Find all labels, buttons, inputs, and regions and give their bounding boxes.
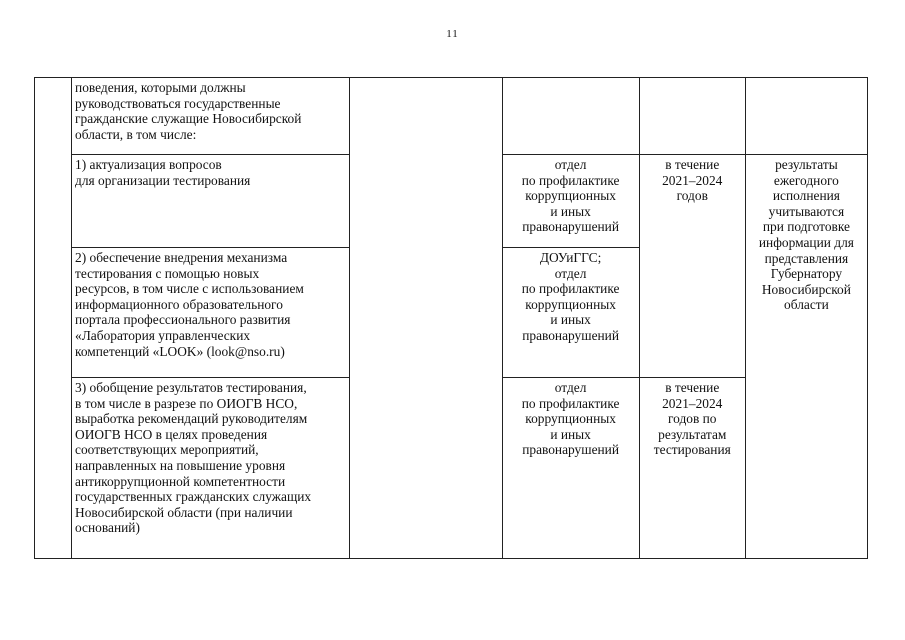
description-cell: 2) обеспечение внедрения механизма тестирования с помощью новых ресурсов, в том числе с использованием информационного образовательного портала профессионального развития «Лаборатория управленческих компетенций «LOOK» (look@nso.ru)	[72, 248, 350, 378]
description-cell: поведения, которыми должны руководствоваться государственные гражданские служащие Новосибирской области, в том числе:	[72, 78, 350, 155]
executor-cell: отдел по профилактике коррупционных и иных правонарушений	[502, 378, 639, 559]
result-cell: результаты ежегодного исполнения учитываются при подготовке информации для представления Губернатору Новосибирской области	[745, 155, 867, 559]
measures-table	[34, 77, 868, 559]
executor-cell	[502, 78, 639, 155]
period-cell: в течение 2021–2024 годов	[639, 155, 745, 378]
number-cell	[35, 78, 72, 559]
table-row	[35, 78, 868, 155]
description-cell: 3) обобщение результатов тестирования, в том числе в разрезе по ОИОГВ НСО, выработка рекомендаций руководителям ОИОГВ НСО в целях проведения соответствующих мероприятий, направленных на повышение уровня антикоррупционной компетентности государственных гражданских служащих Новосибирской области (при наличии оснований)	[72, 378, 350, 559]
result-cell	[745, 78, 867, 155]
period-cell: в течение 2021–2024 годов по результатам тестирования	[639, 378, 745, 559]
page-number: 11	[446, 28, 459, 40]
description-cell: 1) актуализация вопросов для организации тестирования	[72, 155, 350, 248]
empty-column-cell	[350, 78, 502, 559]
executor-cell: отдел по профилактике коррупционных и иных правонарушений	[502, 155, 639, 248]
period-cell	[639, 78, 745, 155]
executor-cell: ДОУиГГС; отдел по профилактике коррупционных и иных правонарушений	[502, 248, 639, 378]
